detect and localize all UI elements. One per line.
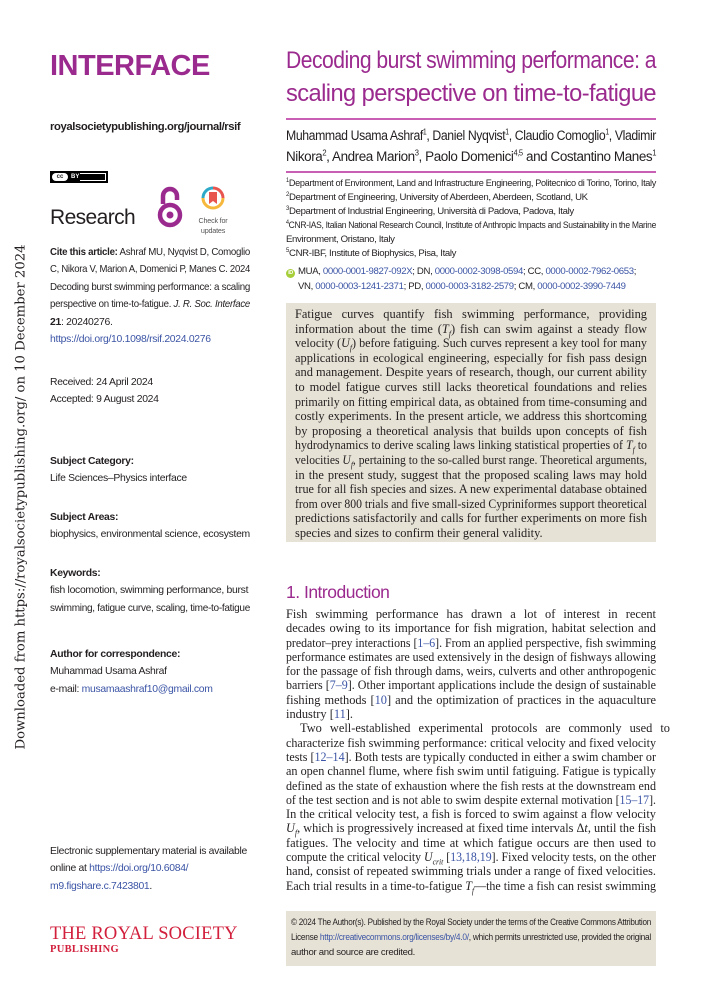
text-span: © 2024 The Author(s). Published by the Royal Society under the terms of the Creative Commons Attribution xyxy=(291,917,652,928)
download-note-vertical: Downloaded from https://royalsocietypublishing.org/ on 10 December 2024 xyxy=(13,244,29,750)
text-span: for the passage of fish through dams, weirs, culverts and other anthropogenic xyxy=(286,664,656,679)
subject-areas xyxy=(50,509,250,544)
text-span: ) fish can swim against a steady flow xyxy=(451,321,647,336)
text-span: : 20240276. xyxy=(60,316,113,328)
bold-text: 21 xyxy=(50,316,61,328)
text-span: fatigues. The velocity and time at which fatigue occurs are then used to xyxy=(286,835,656,850)
text-line xyxy=(286,793,656,807)
text-span: barriers [ xyxy=(286,678,330,693)
superscript: 2 xyxy=(322,148,327,158)
keywords-label: Keywords: xyxy=(50,568,101,579)
text-span: , Paolo Domenici xyxy=(418,149,514,165)
math-symbol: $U_f$ xyxy=(341,336,353,353)
text-span: author and source are credited. xyxy=(291,947,416,959)
text-line xyxy=(286,621,656,635)
text-line xyxy=(286,247,456,261)
text-line xyxy=(50,314,113,331)
subscript: f xyxy=(632,445,635,455)
text-span: ; xyxy=(633,266,637,277)
subject-category-value: Life Sciences–Physics interface xyxy=(50,473,187,485)
article-title xyxy=(286,44,656,110)
subscript: f xyxy=(448,329,452,339)
text-span: predictions satisfactorily and calls for further experiments on more fish xyxy=(295,511,648,526)
text-line xyxy=(286,807,656,821)
text-line xyxy=(286,177,656,191)
text-line xyxy=(50,331,211,348)
text-line xyxy=(291,945,415,960)
text-line xyxy=(286,779,656,793)
divider xyxy=(286,171,656,173)
text-line xyxy=(286,607,656,621)
text-line xyxy=(295,351,647,366)
text-span: primarily on fitting empirical data, as obtained from time-consuming and xyxy=(295,394,647,409)
text-span: costly experiments. In the present article, we address this shortcoming xyxy=(295,409,647,424)
check-for-updates-label-1: Check for xyxy=(198,216,228,225)
math-symbol: $U_f$ xyxy=(342,452,353,470)
text-span: compute the critical velocity xyxy=(286,850,425,865)
text-span: to model fatigue curves still lacks theoretical foundations and relies xyxy=(295,379,647,394)
math-symbol: $U_{crit}$ xyxy=(424,850,444,867)
text-line xyxy=(295,322,647,337)
superscript: 5 xyxy=(286,247,289,254)
text-line xyxy=(50,878,152,895)
text-span: information about the time ( xyxy=(295,321,442,336)
text-line xyxy=(286,205,574,219)
text-span: Fish swimming performance has drawn a lot of interest in recent xyxy=(286,607,656,621)
link[interactable]: 0000-0002-3098-0594 xyxy=(434,266,524,277)
text-span: ; CC, xyxy=(523,266,546,277)
title-line: Decoding burst swimming performance: a xyxy=(286,47,656,74)
link[interactable]: 7–9 xyxy=(329,678,348,693)
text-span: of the test section and is not able to swim despite external motivation [ xyxy=(286,792,620,807)
text-line xyxy=(286,126,656,147)
text-line xyxy=(50,843,247,860)
text-span: Nikora xyxy=(286,149,323,165)
royal-society-publishing-logo xyxy=(50,925,238,955)
text-line xyxy=(295,336,647,351)
cc-by-license-badge[interactable] xyxy=(50,171,108,183)
authors xyxy=(286,126,656,168)
text-span: Decoding burst swimming performance: a scaling xyxy=(50,281,250,293)
correspondence-name: Muhammad Usama Ashraf xyxy=(50,666,167,678)
text-line xyxy=(50,860,188,877)
introduction-text xyxy=(286,607,670,896)
text-line xyxy=(295,468,647,483)
text-line xyxy=(50,279,250,296)
text-span: hydrodynamics to derive scaling laws linking statistical properties of xyxy=(295,438,626,453)
text-span: velocity ( xyxy=(295,336,342,351)
subscript: f xyxy=(471,886,475,896)
journal-url[interactable]: royalsocietypublishing.org/journal/rsif xyxy=(50,121,241,133)
text-line xyxy=(286,821,657,838)
math-symbol: $U_f$ xyxy=(286,821,298,838)
text-span: ; CM, xyxy=(513,281,538,292)
link[interactable]: https://doi.org/10.6084/ xyxy=(89,863,189,875)
text-line xyxy=(286,264,636,279)
text-span: ] and the optimization of practices in the aquaculture xyxy=(387,692,656,707)
text-span: Department of Environment, Land and Infrastructure Engineering, Politecnico di Torino, Torino, Italy xyxy=(288,178,656,189)
text-span: defined as the state of exhaustion where the fish rests at the downstream end xyxy=(286,778,657,793)
text-span: ]. Other important applications include the design of sustainable xyxy=(347,678,657,693)
text-span: Environment, Oristano, Italy xyxy=(286,234,395,245)
text-span: predator–prey interactions [ xyxy=(286,635,418,650)
text-line xyxy=(286,693,656,707)
superscript: 4,5 xyxy=(513,148,523,158)
text-span: —the time a fish can resist swimming xyxy=(474,878,657,893)
superscript: 1 xyxy=(422,127,427,137)
text-span: MUA, xyxy=(298,266,323,277)
text-line xyxy=(295,395,647,410)
dates xyxy=(50,374,250,409)
text-line xyxy=(295,526,647,541)
text-span: License xyxy=(291,932,320,944)
link[interactable]: 11 xyxy=(333,707,346,722)
text-span: Department of Engineering, University of Aberdeen, Aberdeen, Scotland, UK xyxy=(289,192,588,203)
text-span: decades owing to its importance for fish migration, habitat selection and xyxy=(286,621,656,636)
text-line xyxy=(286,678,656,692)
text-span: , Andrea Marion xyxy=(326,149,415,165)
superscript: 1 xyxy=(652,148,656,158)
text-span: , until the fish xyxy=(587,821,657,836)
divider xyxy=(286,118,656,120)
superscript: 1 xyxy=(286,177,289,184)
text-span: from over 800 trials and five small-sized Cypriniformes support theoretical xyxy=(295,496,648,511)
text-span: Electronic supplementary material is available xyxy=(50,846,247,857)
keywords-line: swimming, fatigue curve, scaling, time-to-fatigue xyxy=(50,602,251,614)
text-line xyxy=(295,409,647,424)
text-span: , Vladimir xyxy=(608,128,656,144)
affiliations xyxy=(286,177,656,261)
link[interactable]: 12–14 xyxy=(314,749,345,764)
text-span: [ xyxy=(443,850,451,865)
text-span: Ashraf MU, Nyqvist D, Comoglio xyxy=(117,247,251,258)
text-span: Department of Industrial Engineering, Università di Padova, Padova, Italy xyxy=(289,206,574,217)
text-line xyxy=(50,244,250,261)
text-line xyxy=(286,636,656,650)
text-line xyxy=(286,721,670,735)
bold-text: Cite this article: xyxy=(50,247,118,258)
link[interactable]: https://doi.org/10.1098/rsif.2024.0276 xyxy=(50,334,211,346)
text-line xyxy=(286,147,656,168)
journal-logo: INTERFACE xyxy=(50,50,210,82)
check-for-updates-label-2: updates xyxy=(200,225,226,235)
text-line xyxy=(295,438,647,453)
link[interactable]: 0000-0003-3182-2579 xyxy=(425,281,514,292)
check-for-updates-icon xyxy=(201,186,225,210)
text-line xyxy=(291,930,651,945)
abstract-box xyxy=(286,303,656,542)
text-span: , which permits unrestricted use, provided the original xyxy=(468,932,652,944)
text-line xyxy=(286,191,588,205)
text-line xyxy=(295,307,647,322)
text-line xyxy=(286,764,656,778)
text-span: ]. xyxy=(649,792,656,807)
link[interactable]: 1–6 xyxy=(417,635,436,650)
accepted-date: Accepted: 9 August 2024 xyxy=(50,394,159,406)
text-line xyxy=(295,365,647,380)
text-span: ]. Both tests are typically conducted in either a swim chamber or xyxy=(344,749,656,764)
math-symbol: $T_f$ xyxy=(625,438,635,455)
publisher-line1: THE ROYAL SOCIETY xyxy=(50,924,238,944)
superscript: 1 xyxy=(505,127,509,137)
text-span: In the critical velocity test, a fish is forced to swim against a flow velocity xyxy=(286,807,656,822)
link[interactable]: http://creativecommons.org/licenses/by/4.0/ xyxy=(319,932,469,944)
link[interactable]: m9.figshare.c.7423801 xyxy=(50,880,150,892)
open-access-icon xyxy=(157,186,183,233)
superscript: 3 xyxy=(414,148,419,158)
text-line xyxy=(295,497,647,512)
subject-areas-label: Subject Areas: xyxy=(50,512,119,523)
link[interactable]: 0000-0002-7962-0653 xyxy=(545,266,634,277)
link[interactable]: 10 xyxy=(374,692,387,707)
text-line xyxy=(286,219,656,233)
link[interactable]: 13,18,19 xyxy=(450,850,492,865)
text-span: to xyxy=(634,438,647,453)
text-span: true for all fish species and sizes. A new experimental database obtained xyxy=(295,482,647,497)
text-span: performance estimates are used extensively in the design of fishways allowing xyxy=(286,649,656,664)
text-line xyxy=(50,296,250,313)
text-span: applications in ecological engineering, especially for fish pass design xyxy=(295,350,647,365)
text-line xyxy=(295,453,647,468)
subscript: f xyxy=(349,343,353,353)
text-span: by proposing a theoretical analysis that builds upon concepts of fish xyxy=(295,423,647,438)
text-span: ; PD, xyxy=(403,281,426,292)
text-span: an open channel flume, where fish swim until fatiguing. Fatigue is typically xyxy=(286,764,657,779)
text-span: velocities xyxy=(295,452,343,467)
text-span: Two well-established experimental protocols are commonly used to xyxy=(300,721,670,736)
subscript: f xyxy=(350,460,353,470)
text-span: and Costantino Manes xyxy=(522,149,653,165)
text-span: tests [ xyxy=(286,749,315,764)
superscript: 4 xyxy=(286,219,289,226)
text-span: Muhammad Usama Ashraf xyxy=(286,128,423,144)
text-line xyxy=(295,424,647,439)
superscript: 3 xyxy=(286,205,289,212)
text-span: fishing methods [ xyxy=(286,692,375,707)
text-span: online at xyxy=(50,863,90,875)
publisher-line2: PUBLISHING xyxy=(50,944,119,955)
text-line xyxy=(286,650,656,664)
text-span: ]. Fixed velocity tests, on the other xyxy=(491,850,657,865)
keywords-line: fish locomotion, swimming performance, burst xyxy=(50,585,249,597)
text-span: CNR-IAS, Italian National Research Council, Institute of Anthropic Impacts and Sustainability in the Marine xyxy=(288,220,657,231)
text-span: ; DN, xyxy=(412,266,435,277)
text-line xyxy=(286,836,656,850)
link[interactable]: 0000-0003-1241-2371 xyxy=(315,281,404,292)
subject-category xyxy=(50,453,250,488)
text-span: species and sizes to confirm their general validity. xyxy=(295,525,543,540)
text-span: , Claudio Comoglio xyxy=(508,128,606,144)
text-line xyxy=(286,664,656,678)
link[interactable]: 15–17 xyxy=(619,792,650,807)
text-span: . xyxy=(149,880,153,892)
text-span: , Daniel Nyqvist xyxy=(426,128,506,144)
title-line: scaling perspective on time-to-fatigue xyxy=(286,80,657,107)
citation-block xyxy=(50,244,250,348)
article-type: Research xyxy=(50,206,136,229)
text-line xyxy=(286,736,656,750)
text-line xyxy=(286,878,657,896)
text-span: industry [ xyxy=(286,707,334,722)
math-symbol: $T_f$ xyxy=(441,321,452,339)
cc-icon: cc xyxy=(52,173,68,181)
text-span: VN, xyxy=(298,281,316,292)
text-line xyxy=(286,850,657,867)
text-span: and management. Despite years of research, though, our current ability xyxy=(295,365,647,380)
supplementary-note xyxy=(50,843,250,895)
text-line xyxy=(50,261,250,278)
check-for-updates-button[interactable] xyxy=(196,186,230,234)
text-span: Each trial results in a time-to-fatigue xyxy=(286,878,466,893)
received-date: Received: 24 April 2024 xyxy=(50,377,153,388)
text-line xyxy=(295,482,647,497)
text-line xyxy=(286,279,626,294)
math-symbol: $T_f$ xyxy=(465,878,475,896)
text-span: Fatigue curves quantify fish swimming performance, providing xyxy=(295,307,647,321)
text-span: characterize fish swimming performance: critical velocity and fixed velocity xyxy=(286,735,657,750)
correspondence-label: Author for correspondence: xyxy=(50,649,181,660)
text-line xyxy=(291,915,651,930)
orcid-icon: iD xyxy=(286,269,295,278)
link[interactable]: 0000-0001-9827-092X xyxy=(322,266,413,277)
subscript: f xyxy=(294,828,298,838)
text-span: ) before fatiguing. Such curves represent a key tool for many xyxy=(352,336,647,351)
text-span: ]. xyxy=(345,707,354,722)
subject-category-label: Subject Category: xyxy=(50,456,134,467)
text-line xyxy=(295,511,647,526)
text-span: in the present study, suggest that the proposed scaling laws may hold xyxy=(295,467,647,482)
text-span: , which is progressively increased at fixed time intervals Δ xyxy=(297,821,585,836)
text-line xyxy=(286,864,656,878)
by-label: BY xyxy=(71,174,80,180)
superscript: 1 xyxy=(605,127,609,137)
section-heading: 1. Introduction xyxy=(286,582,390,602)
badge-fill xyxy=(80,173,106,181)
text-span: C, Nikora V, Marion A, Domenici P, Manes C. 2024 xyxy=(50,264,251,276)
subscript: crit xyxy=(432,857,444,867)
link[interactable]: 0000-0002-3990-7449 xyxy=(537,281,626,292)
text-line xyxy=(286,707,656,721)
copyright-notice xyxy=(286,911,656,966)
superscript: 2 xyxy=(286,191,289,198)
email-link[interactable]: musamaashraf10@gmail.com xyxy=(81,683,213,695)
correspondence xyxy=(50,646,250,698)
text-span: hand, consist of repeated swimming trials under a range of fixed velocities. xyxy=(286,864,656,879)
keywords xyxy=(50,565,250,617)
text-line xyxy=(295,380,647,395)
text-span: perspective on time-to-fatigue. xyxy=(50,299,174,311)
text-span: , pertaining to the so-called burst range. Theoretical arguments, xyxy=(352,452,648,467)
text-line xyxy=(286,750,656,764)
text-span: CNR-IBF, Institute of Biophysics, Pisa, Italy xyxy=(289,248,457,259)
math-symbol: t xyxy=(584,821,588,836)
email-label: e-mail: xyxy=(50,683,82,695)
italic-text: J. R. Soc. Interface xyxy=(173,299,250,311)
text-span: ]. From an applied perspective, fish swimming xyxy=(435,635,656,650)
orcid-list xyxy=(286,264,656,294)
text-line xyxy=(286,233,395,247)
subject-areas-value: biophysics, environmental science, ecosystem xyxy=(50,529,250,541)
